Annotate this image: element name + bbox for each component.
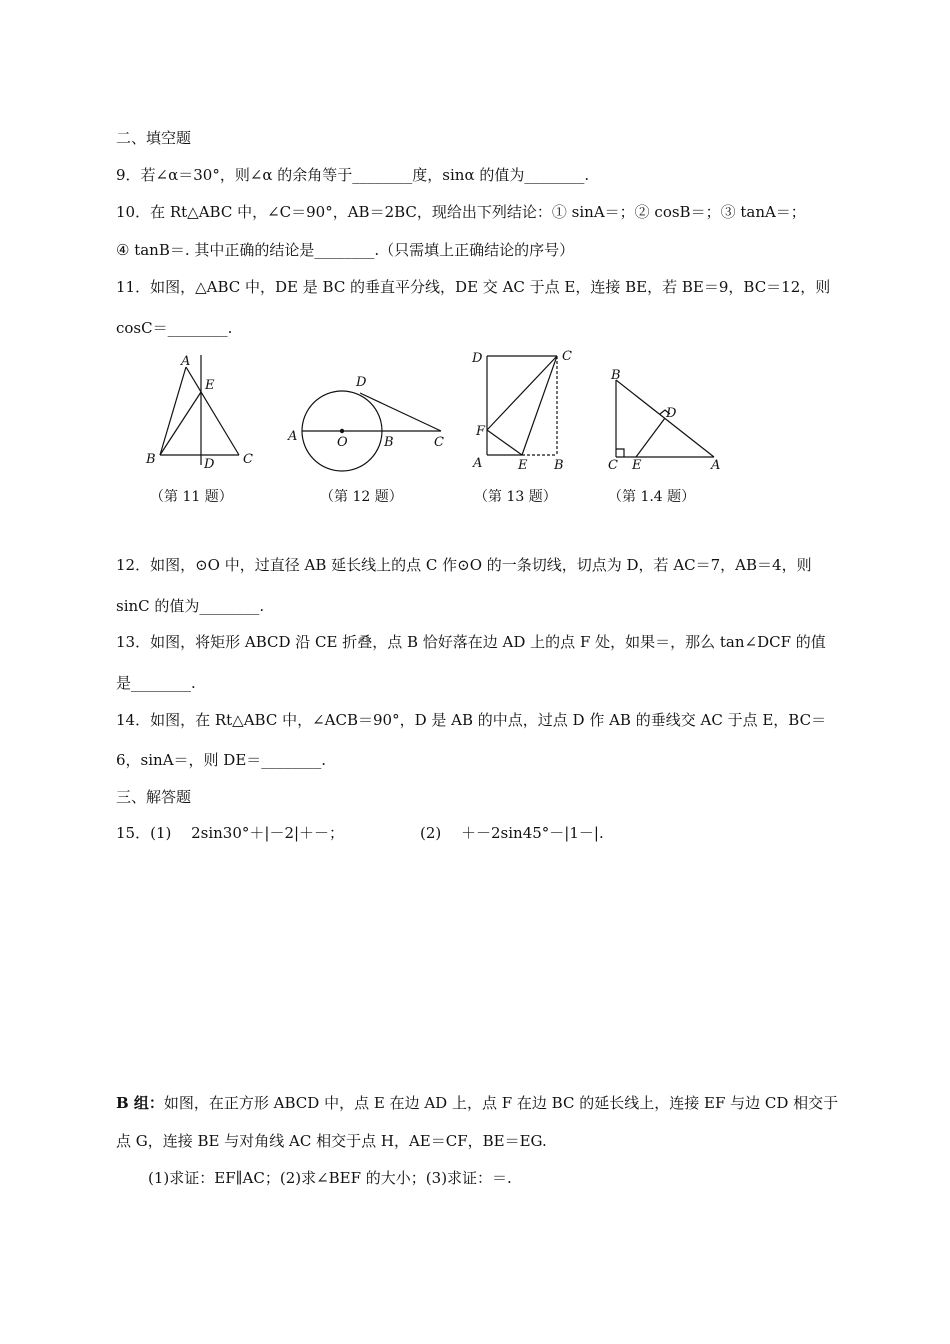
- question-15-part1: 15．(1) 2sin30°＋|－2|＋－；: [116, 824, 345, 842]
- question-12-line2: sinC 的值为________.: [116, 597, 265, 615]
- question-12-line1: 12．如图，⊙O 中，过直径 AB 延长线上的点 C 作⊙O 的一条切线，切点为 D，若 AC＝7，AB＝4，则: [116, 556, 812, 574]
- fig13-label-c: C: [562, 349, 572, 364]
- fig12-center-point: [340, 429, 344, 433]
- group-b-line2: 点 G，连接 BE 与对角线 AC 相交于点 H，AE＝CF，BE＝EG.: [116, 1132, 547, 1150]
- question-10-line2: ④ tanB＝. 其中正确的结论是________.（只需填上正确结论的序号）: [116, 241, 575, 259]
- caption-figure-11: （第 11 题）: [150, 489, 233, 505]
- question-11-line2: cosC＝________.: [116, 319, 233, 337]
- fig14-label-e: E: [632, 458, 642, 473]
- fig13-label-f: F: [476, 424, 486, 439]
- figure-13: [487, 356, 557, 455]
- question-13-line1: 13．如图，将矩形 ABCD 沿 CE 折叠，点 B 恰好落在边 AD 上的点 F 处，如果＝，那么 tan∠DCF 的值: [116, 633, 826, 651]
- figure-14: [616, 380, 714, 457]
- caption-figure-13: （第 13 题）: [474, 489, 557, 505]
- question-11-line1: 11．如图，△ABC 中，DE 是 BC 的垂直平分线，DE 交 AC 于点 E，连接 BE，若 BE＝9，BC＝12，则: [116, 278, 831, 296]
- fig13-label-d: D: [472, 351, 483, 366]
- caption-figure-12: （第 12 题）: [320, 489, 403, 505]
- fig11-label-e: E: [205, 378, 215, 393]
- fig14-label-d: D: [666, 406, 677, 421]
- fig12-label-a: A: [288, 429, 298, 444]
- caption-figure-14: （第 1.4 题）: [608, 489, 696, 505]
- figures-row: [0, 0, 950, 480]
- fig12-label-b: B: [384, 435, 394, 450]
- group-b-label: B 组：: [116, 1094, 164, 1112]
- fig11-label-d: D: [204, 457, 215, 472]
- section-heading-solutions: 三、解答题: [116, 788, 192, 806]
- question-13-line2: 是________.: [116, 674, 196, 692]
- group-b-text-line1: 如图，在正方形 ABCD 中，点 E 在边 AD 上，点 F 在边 BC 的延长线上，连接 EF 与边 CD 相交于: [163, 1094, 839, 1112]
- question-10-line1: 10．在 Rt△ABC 中，∠C＝90°，AB＝2BC，现给出下列结论：① sinA＝；② cosB＝；③ tanA＝；: [116, 203, 806, 221]
- question-14-line1: 14．如图，在 Rt△ABC 中，∠ACB＝90°，D 是 AB 的中点，过点 D 作 AB 的垂线交 AC 于点 E，BC＝: [116, 711, 827, 729]
- fig11-label-b: B: [146, 452, 156, 467]
- group-b-line1: [116, 1093, 838, 1113]
- fig13-label-e: E: [518, 458, 528, 473]
- fig13-label-b: B: [554, 458, 564, 473]
- fig14-label-b: B: [611, 368, 621, 383]
- fig13-label-a: A: [473, 456, 483, 471]
- question-9: 9．若∠α＝30°，则∠α 的余角等于________度，sinα 的值为________.: [116, 166, 590, 184]
- fig11-label-a: A: [181, 354, 191, 369]
- fig12-label-c: C: [434, 435, 444, 450]
- group-b-line3: (1)求证：EF∥AC；(2)求∠BEF 的大小；(3)求证：＝.: [148, 1169, 512, 1187]
- figure-11: [160, 355, 239, 465]
- fig12-label-o: O: [337, 435, 348, 450]
- fig14-label-c: C: [608, 458, 618, 473]
- fig12-label-d: D: [356, 375, 367, 390]
- figure-12: [302, 391, 441, 471]
- fig11-label-c: C: [243, 452, 253, 467]
- section-heading-fill-in: 二、填空题: [116, 129, 192, 147]
- fig14-label-a: A: [711, 458, 721, 473]
- question-14-line2: 6，sinA＝，则 DE＝________.: [116, 751, 327, 769]
- question-15-part2: (2) ＋－2sin45°－|1－|.: [420, 824, 604, 842]
